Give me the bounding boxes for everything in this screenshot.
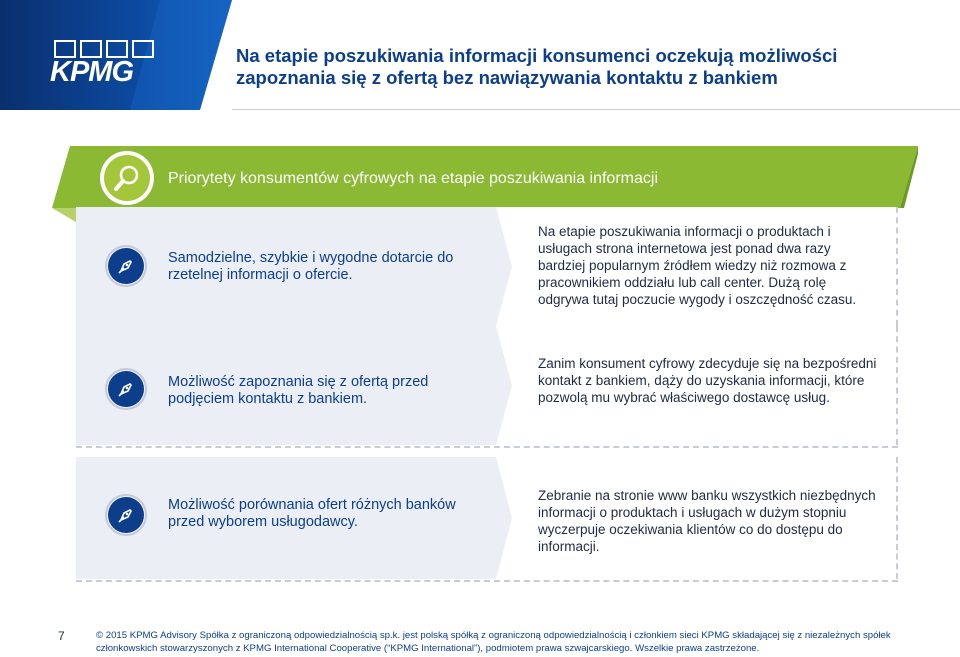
logo-text: KPMG — [50, 56, 133, 88]
row-edge — [896, 207, 898, 326]
kpmg-logo — [50, 40, 154, 88]
page-number: 7 — [58, 629, 65, 643]
row-edge — [896, 326, 898, 445]
magnifier-badge — [100, 151, 154, 205]
row-divider — [76, 580, 898, 582]
row-arrow — [496, 457, 512, 579]
row-edge — [896, 457, 898, 579]
row-text: Zebranie na stronie www banku wszystkich niezbędnych informacji o produktach i usługach w dużym stopniu wyczerpuje oczekiwania klientów co do dostępu do informacji. — [538, 488, 876, 554]
row-title: Samodzielne, szybkie i wygodne dotarcie do rzetelnej informacji o ofercie. — [168, 250, 454, 283]
row-title: Możliwość porównania ofert różnych banków przed wyborem usługodawcy. — [168, 497, 456, 530]
header-divider — [232, 109, 960, 110]
pen-nib-icon — [108, 371, 144, 407]
magnifier-icon — [104, 155, 150, 201]
footer-copyright: © 2015 KPMG Advisory Spółka z ograniczoną odpowiedzialnością sp.k. jest polską spółką z ograniczoną odpowiedzialnością i członkiem sieci KPMG składającej się z niezależnych spółek członkowskich stowarzyszonych z KPMG International Cooperative (“KPMG International”), podmiotem prawa szwajcarskiego. Wszelkie prawa zastrzeżone. — [96, 630, 891, 654]
row-divider — [76, 446, 898, 448]
pen-nib-icon — [108, 248, 144, 284]
row-arrow — [496, 207, 512, 326]
page-title: Na etapie poszukiwania informacji konsumenci oczekują możliwości zapoznania się z ofertą bez nawiązywania kontaktu z bankiem — [236, 45, 838, 88]
row-text: Zanim konsument cyfrowy zdecyduje się na bezpośredni kontakt z bankiem, dąży do uzyskania informacji, które pozwolą mu wybrać właściwego dostawcę usług. — [538, 356, 877, 405]
pen-nib-icon — [108, 497, 144, 533]
row-text: Na etapie poszukiwania informacji o produktach i usługach strona internetowa jest ponad dwa razy bardziej popularnym źródłem wiedzy niż rozmowa z pracownikiem oddziału lub call center. Dużą rolę odgrywa tutaj poczucie wygody i oszczędność czasu. — [538, 224, 857, 307]
banner-title: Priorytety konsumentów cyfrowych na etapie poszukiwania informacji — [168, 170, 658, 187]
row-arrow — [496, 326, 512, 445]
row-title: Możliwość zapoznania się z ofertą przed podjęciem kontaktu z bankiem. — [168, 374, 429, 407]
